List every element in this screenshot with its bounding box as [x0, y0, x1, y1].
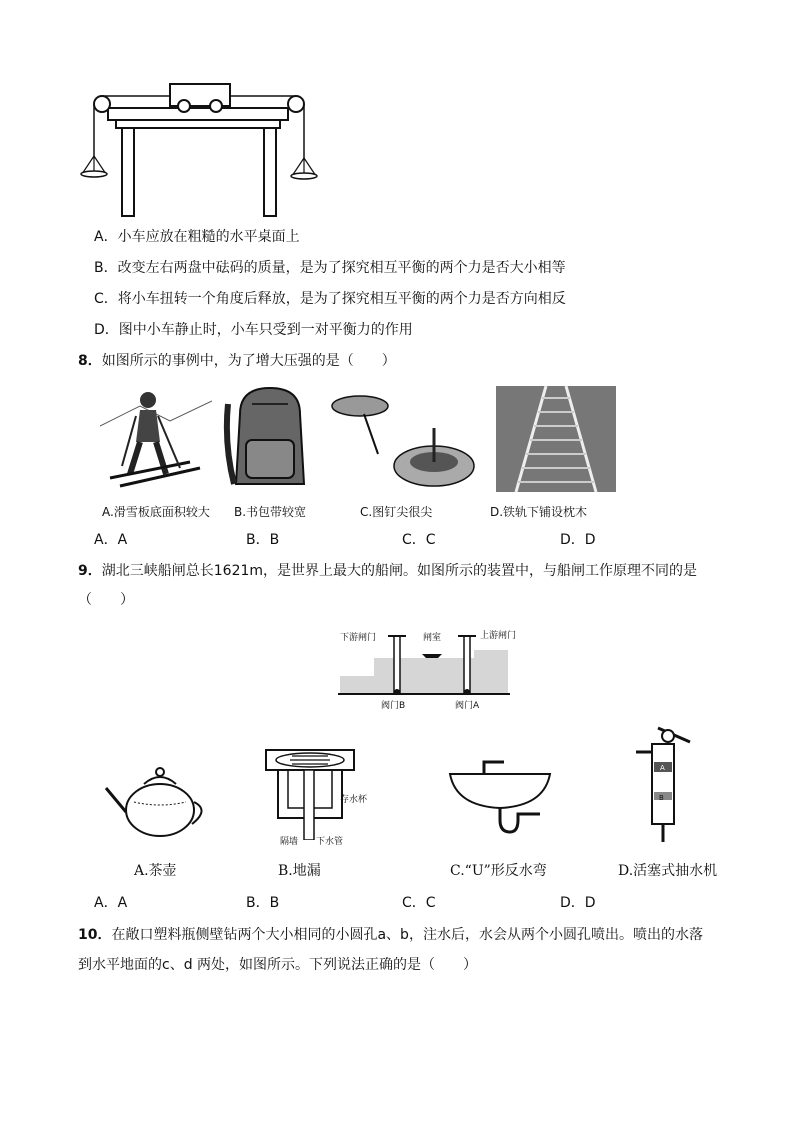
- q7-option-b: B．改变左右两盘中砝码的质量，是为了探究相互平衡的两个力是否大小相等: [94, 260, 566, 276]
- q9-caption-d: D.活塞式抽水机: [618, 863, 718, 879]
- q8-choice-b[interactable]: B．B: [246, 532, 280, 548]
- q8-stem: [78, 351, 396, 371]
- q9-stem-tail: （ ）: [78, 592, 134, 608]
- q10-text-line1: 在敞口塑料瓶侧壁钻两个大小相同的小圆孔a、b，注水后，水会从两个小圆孔喷出。喷出的水落: [111, 927, 703, 943]
- q10-number: 10．: [78, 927, 112, 943]
- thumbtack-image: [330, 388, 480, 492]
- q8-choice-a[interactable]: A．A: [94, 532, 128, 548]
- lock-label-chamber: 闸室: [423, 633, 442, 643]
- backpack-image: [222, 384, 318, 494]
- lock-label-valve-a: 阀门A: [455, 701, 480, 711]
- lock-label-valve-b: 阀门B: [381, 701, 406, 711]
- drain-label-pipe: 下水管: [316, 837, 344, 847]
- q10-stem-line2: 到水平地面的c、d 两处，如图所示。下列说法正确的是（ ）: [78, 957, 478, 973]
- q8-caption-c: C.图钉尖很尖: [360, 505, 433, 519]
- q8-caption-b: B.书包带较宽: [234, 505, 307, 519]
- q8-caption-d: D.铁轨下铺设枕木: [490, 505, 588, 519]
- cart-table-figure: [78, 78, 328, 218]
- q9-caption-b: B.地漏: [278, 863, 321, 879]
- q9-choice-d[interactable]: D．D: [560, 895, 596, 911]
- q8-choice-c[interactable]: C．C: [402, 532, 436, 548]
- svg-text:B: B: [659, 794, 664, 802]
- lock-label-upstream: 上游闸门: [480, 631, 517, 641]
- piston-pump-image: [628, 722, 698, 844]
- q9-text: 湖北三峡船闸总长1621m，是世界上最大的船闸。如图所示的装置中，与船闸工作原理不同的是: [101, 563, 698, 579]
- q9-caption-c: C.“U”形反水弯: [450, 863, 547, 879]
- q8-number: 8．: [78, 353, 102, 369]
- q7-option-a: A．小车应放在粗糙的水平桌面上: [94, 229, 300, 245]
- q10-stem-line1: [78, 925, 703, 945]
- q7-option-c: C．将小车扭转一个角度后释放，是为了探究相互平衡的两个力是否方向相反: [94, 291, 566, 307]
- lock-label-downstream: 下游闸门: [340, 633, 377, 643]
- q8-text: 如图所示的事例中，为了增大压强的是（ ）: [101, 353, 396, 369]
- skier-image: [100, 386, 212, 492]
- svg-text:A: A: [660, 764, 665, 772]
- u-bend-sink-image: [444, 748, 556, 842]
- q9-choice-a[interactable]: A．A: [94, 895, 128, 911]
- q7-option-d: D．图中小车静止时，小车只受到一对平衡力的作用: [94, 322, 413, 338]
- q8-choice-d[interactable]: D．D: [560, 532, 596, 548]
- teapot-image: [100, 762, 210, 842]
- q9-number: 9．: [78, 563, 102, 579]
- q9-caption-a: A.茶壶: [134, 863, 177, 879]
- q9-choice-b[interactable]: B．B: [246, 895, 280, 911]
- q9-stem: [78, 561, 697, 581]
- drain-label-cup: 存水杯: [340, 795, 368, 805]
- drain-label-partition: 隔墙: [280, 837, 299, 847]
- q9-choice-c[interactable]: C．C: [402, 895, 436, 911]
- railway-image: [496, 386, 616, 492]
- q8-caption-a: A.滑雪板底面积较大: [102, 505, 210, 519]
